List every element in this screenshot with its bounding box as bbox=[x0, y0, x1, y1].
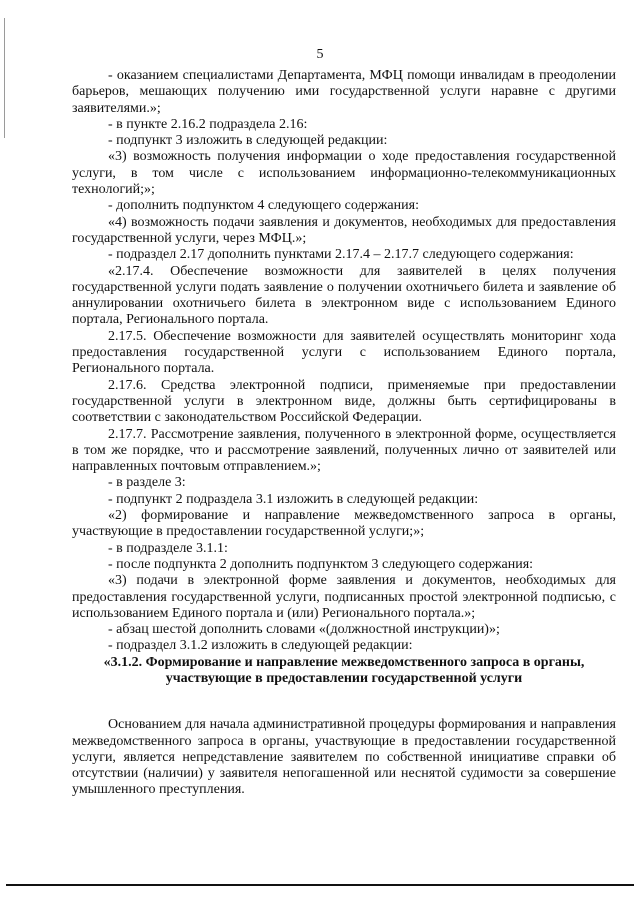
section-heading: «3.1.2. Формирование и направление межведомственного запроса в органы, участвующие в предоставлении государственной услуги bbox=[103, 654, 585, 686]
paragraph: - подпункт 2 подраздела 3.1 изложить в следующей редакции: bbox=[108, 491, 479, 507]
paragraph: - абзац шестой дополнить словами «(должностной инструкции)»; bbox=[108, 622, 500, 638]
paragraph: - в подразделе 3.1.1: bbox=[108, 540, 228, 556]
paragraph: Основанием для начала административной процедуры формирования и направления межведомственного запроса в органы, участвующие в предоставлении государственной услуги, является непредставление заявителем по собственной инициативе справки об отсутствии (наличии) у заявителя непогашенной или неснятой судимости за совершение умышленного преступления. bbox=[72, 717, 616, 798]
paragraph: «3) подачи в электронной форме заявления и документов, необходимых для предоставления государственной услуги, подписанных простой электронной подписью, с использованием Единого портала и (или) Регионального портала.»; bbox=[72, 573, 616, 621]
paragraph: - подпункт 3 изложить в следующей редакции: bbox=[108, 133, 388, 149]
paragraph: - в пункте 2.16.2 подраздела 2.16: bbox=[108, 116, 308, 132]
paragraph: 2.17.7. Рассмотрение заявления, полученного в электронной форме, осуществляется в том же порядке, что и рассмотрение заявлений, полученных лично от заявителей или направленных почтовым отправлением.»; bbox=[72, 426, 616, 475]
paragraph: «2.17.4. Обеспечение возможности для заявителей в целях получения государственной услуги подать заявление о получении охотничьего билета и заявление об аннулировании охотничьего билета в электронном виде с использованием Единого портала, Регионального портала. bbox=[72, 263, 616, 328]
paragraph: - дополнить подпунктом 4 следующего содержания: bbox=[108, 198, 419, 214]
paragraph: - подраздел 2.17 дополнить пунктами 2.17.4 – 2.17.7 следующего содержания: bbox=[108, 247, 574, 263]
paragraph: - подраздел 3.1.2 изложить в следующей редакции: bbox=[108, 638, 413, 654]
paragraph: «4) возможность подачи заявления и документов, необходимых для предоставления государственной услуги, через МФЦ.»; bbox=[72, 214, 616, 246]
paragraph: «2) формирование и направление межведомственного запроса в органы, участвующие в предоставлении государственной услуги;»; bbox=[72, 508, 616, 540]
paragraph: - после подпункта 2 дополнить подпунктом 3 следующего содержания: bbox=[108, 556, 534, 572]
paragraph: «3) возможность получения информации о ходе предоставления государственной услуги, в том числе с использованием информационно-телекоммуникационных технологий;»; bbox=[72, 149, 616, 198]
scan-edge bbox=[4, 18, 5, 138]
paragraph: 2.17.5. Обеспечение возможности для заявителей осуществлять мониторинг хода предоставления государственной услуги с использованием Единого портала, Регионального портала. bbox=[72, 328, 616, 377]
paragraph: - в разделе 3: bbox=[108, 475, 186, 491]
bottom-divider bbox=[6, 884, 634, 886]
document-body bbox=[72, 68, 616, 799]
paragraph: 2.17.6. Средства электронной подписи, применяемые при предоставлении государственной услуги в электронном виде, должны быть сертифицированы в соответствии с законодательством Российской Федерации. bbox=[72, 377, 616, 426]
paragraph: - оказанием специалистами Департамента, МФЦ помощи инвалидам в преодолении барьеров, мешающих получению ими государственной услуги наравне с другими заявителями.»; bbox=[72, 68, 616, 116]
page-number: 5 bbox=[316, 47, 324, 62]
